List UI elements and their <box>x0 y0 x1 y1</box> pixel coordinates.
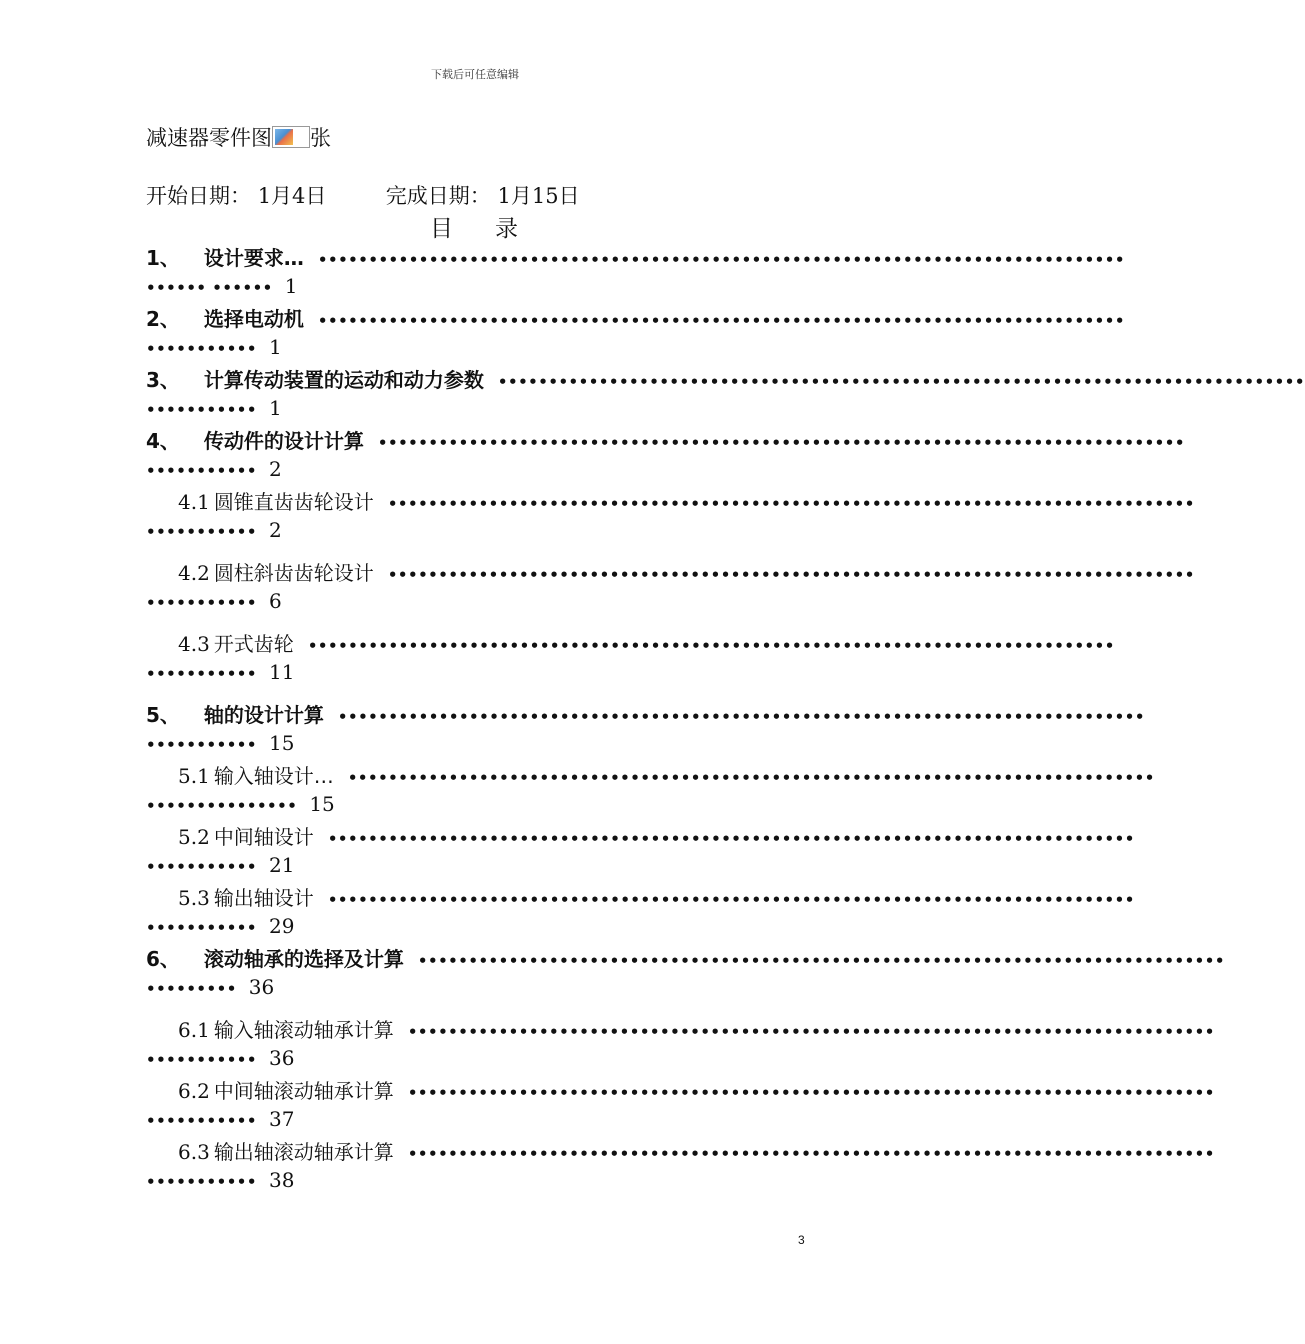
toc-entry-page-line <box>146 335 282 359</box>
toc-entry-page: 21 <box>268 853 295 877</box>
toc-entry-page: 1 <box>268 396 282 420</box>
toc-leader-dots: •••••••••••••••••••••••••••••••••••••••••••••••••••••••••••••••••••••••••••••••• <box>327 830 1135 848</box>
toc-entry-number: 5.2 <box>178 825 210 849</box>
toc-leader-dots: ••••••••••••••• <box>146 797 298 815</box>
toc-entry[interactable] <box>146 699 1145 728</box>
toc-leader-dots: •••••••••••••••••••••••••••••••••••••••••••••••••••••••••••••••••••••••••••••••• <box>407 1023 1215 1041</box>
toc-entry-page-line <box>146 914 294 938</box>
toc-leader-dots: ••••••••••• <box>146 665 257 683</box>
toc-leader-dots: ••••••••••• <box>146 340 257 358</box>
toc-entry-title: 输入轴设计… <box>213 764 334 788</box>
toc-leader-dots: •••••••••••••••••••••••••••••••••••••••••••••••••••••••••••••••••••••••••••••••• <box>327 891 1135 909</box>
toc-entry-number: 2、 <box>146 307 180 331</box>
drawing-count-line <box>146 122 331 152</box>
toc-leader-dots: •••••••••••••••••••••••••••••••••••••••••••••••••••••••••••••••••••••••••••••••• <box>407 1084 1215 1102</box>
toc-leader-dots: •••••••••••••••••••••••••••••••••••••••••••••••••••••••••••••••••••••••••••••••• <box>337 708 1145 726</box>
toc-entry-page: 37 <box>268 1107 295 1131</box>
toc-entry-page-line <box>146 457 282 481</box>
toc-entry-page: 15 <box>309 792 335 816</box>
page-header: 下载后可任意编辑 <box>431 68 519 81</box>
toc-leader-dots: ••••••••••• <box>146 401 257 419</box>
toc-entry-page-line <box>146 792 335 816</box>
toc-entry-page: 36 <box>268 1046 295 1070</box>
toc-entry-title: 选择电动机 <box>203 307 304 331</box>
toc-entry-title: 轴的设计计算 <box>203 703 324 727</box>
toc-entry[interactable] <box>146 364 1305 393</box>
finish-date-value: 1月15日 <box>497 184 580 208</box>
toc-leader-dots: •••••••••••••••••••••••••••••••••••••••••••••••••••••••••••••••••••••••••••••••• <box>347 769 1155 787</box>
toc-entry-title: 中间轴设计 <box>213 825 314 849</box>
toc-entry-number: 6.2 <box>178 1079 210 1103</box>
finish-date-label: 完成日期： <box>385 184 491 208</box>
toc-entry-number: 4.1 <box>178 490 210 514</box>
toc-title-char-1: 目 <box>430 216 453 242</box>
page-number: 3 <box>798 1233 805 1247</box>
toc-entry[interactable] <box>146 242 1125 271</box>
toc-leader-dots: •••••••••••••••••••••••••••••••••••••••••••••••••••••••••••••••••••••••••••••••• <box>317 251 1125 269</box>
toc-entry[interactable] <box>178 557 1195 586</box>
toc-entry-title: 圆柱斜齿齿轮设计 <box>213 561 374 585</box>
toc-entry-number: 6、 <box>146 947 180 971</box>
toc-entry[interactable] <box>178 882 1135 911</box>
toc-leader-dots: ••••••••••• <box>146 919 257 937</box>
toc-entry-page-line <box>146 274 298 298</box>
toc-entry-number: 4、 <box>146 429 180 453</box>
toc-entry-page: 1 <box>284 274 298 298</box>
toc-entry-title: 设计要求… <box>203 246 304 270</box>
toc-entry[interactable] <box>146 943 1225 972</box>
start-date-label: 开始日期： <box>146 184 251 208</box>
toc-entry-number: 4.3 <box>178 632 210 656</box>
toc-leader-dots: •••••••••••••••••••••••••••••••••••••••••••••••••••••••••••••••••••••••••••••••• <box>377 434 1185 452</box>
toc-entry-number: 6.3 <box>178 1140 210 1164</box>
toc-entry-page: 11 <box>268 660 295 684</box>
toc-entry[interactable] <box>146 303 1125 332</box>
toc-entry-page-line <box>146 396 282 420</box>
toc-leader-dots: •••••••••••••••••••••••••••••••••••••••••••••••••••••••••••••••••••••••••••••••• <box>387 495 1195 513</box>
drawing-count-prefix: 减速器零件图 <box>146 126 272 150</box>
toc-entry-page-line <box>146 975 274 999</box>
broken-image-icon <box>272 126 310 148</box>
toc-entry-page: 15 <box>268 731 295 755</box>
toc-leader-dots: ••••••••• <box>146 980 237 998</box>
toc-entry-page: 38 <box>268 1168 295 1192</box>
toc-leader-dots: •••••••••••••••••••••••••••••••••••••••••••••••••••••••••••••••••••••••••••••••• <box>417 952 1225 970</box>
toc-leader-dots: ••••••••••• <box>146 1112 257 1130</box>
toc-entry-number: 6.1 <box>178 1018 210 1042</box>
toc-entry[interactable] <box>146 425 1185 454</box>
toc-leader-dots: •••••••••••••••••••••••••••••••••••••••••••••••••••••••••••••••••••••••••••••••• <box>407 1145 1215 1163</box>
toc-entry-page-line <box>146 731 294 755</box>
toc-entry-title: 圆锥直齿齿轮设计 <box>213 490 374 514</box>
toc-entry[interactable] <box>178 1136 1215 1165</box>
toc-entry-title: 输出轴设计 <box>213 886 314 910</box>
toc-leader-dots: •••••••••••••••••••••••••••••••••••••••••••••••••••••••••••••••••••••••••••••••• <box>387 566 1195 584</box>
toc-entry-page-line <box>146 1046 294 1070</box>
date-line <box>146 180 580 210</box>
toc-entry-page: 1 <box>268 335 282 359</box>
toc-entry-page-line <box>146 660 294 684</box>
toc-entry[interactable] <box>178 1075 1215 1104</box>
toc-entry[interactable] <box>178 821 1135 850</box>
toc-entry-page-line <box>146 853 294 877</box>
toc-entry[interactable] <box>178 628 1115 657</box>
toc-entry-page-line <box>146 589 282 613</box>
toc-leader-dots: ••••••••••• <box>146 1051 257 1069</box>
toc-entry-title: 中间轴滚动轴承计算 <box>213 1079 394 1103</box>
toc-entry[interactable] <box>178 760 1155 789</box>
toc-leader-dots: •••••• •••••• <box>146 279 273 297</box>
toc-entry-page: 2 <box>268 518 282 542</box>
toc-leader-dots: •••••••••••••••••••••••••••••••••••••••••••••••••••••••••••••••••••••••••••••••• <box>317 312 1125 330</box>
toc-entry-page-line <box>146 1107 294 1131</box>
toc-leader-dots: ••••••••••• <box>146 736 257 754</box>
toc-leader-dots: ••••••••••• <box>146 523 257 541</box>
toc-entry-title: 输出轴滚动轴承计算 <box>213 1140 394 1164</box>
toc-leader-dots: •••••••••••••••••••••••••••••••••••••••••••••••••••••••••••••••••••••••••••••••• <box>497 373 1305 391</box>
start-date-value: 1月4日 <box>257 184 327 208</box>
drawing-count-suffix: 张 <box>310 126 331 150</box>
toc-leader-dots: ••••••••••• <box>146 858 257 876</box>
toc-entry[interactable] <box>178 1014 1215 1043</box>
toc-entry-title: 输入轴滚动轴承计算 <box>213 1018 394 1042</box>
toc-title <box>430 210 518 243</box>
toc-entry[interactable] <box>178 486 1195 515</box>
toc-title-char-2: 录 <box>495 216 518 242</box>
toc-entry-number: 4.2 <box>178 561 210 585</box>
toc-entry-number: 5、 <box>146 703 180 727</box>
toc-entry-title: 开式齿轮 <box>213 632 294 656</box>
toc-entry-number: 3、 <box>146 368 180 392</box>
toc-entry-number: 5.1 <box>178 764 210 788</box>
toc-entry-number: 1、 <box>146 246 180 270</box>
toc-entry-page: 2 <box>268 457 282 481</box>
toc-leader-dots: •••••••••••••••••••••••••••••••••••••••••••••••••••••••••••••••••••••••••••••••• <box>307 637 1115 655</box>
toc-leader-dots: ••••••••••• <box>146 462 257 480</box>
toc-entry-title: 计算传动装置的运动和动力参数 <box>203 368 484 392</box>
toc-entry-title: 传动件的设计计算 <box>203 429 364 453</box>
toc-entry-title: 滚动轴承的选择及计算 <box>203 947 404 971</box>
toc-entry-page: 29 <box>268 914 295 938</box>
toc-entry-number: 5.3 <box>178 886 210 910</box>
toc-entry-page-line <box>146 1168 294 1192</box>
toc-entry-page: 6 <box>268 589 282 613</box>
toc-leader-dots: ••••••••••• <box>146 1173 257 1191</box>
toc-entry-page-line <box>146 518 282 542</box>
toc-leader-dots: ••••••••••• <box>146 594 257 612</box>
toc-entry-page: 36 <box>248 975 275 999</box>
